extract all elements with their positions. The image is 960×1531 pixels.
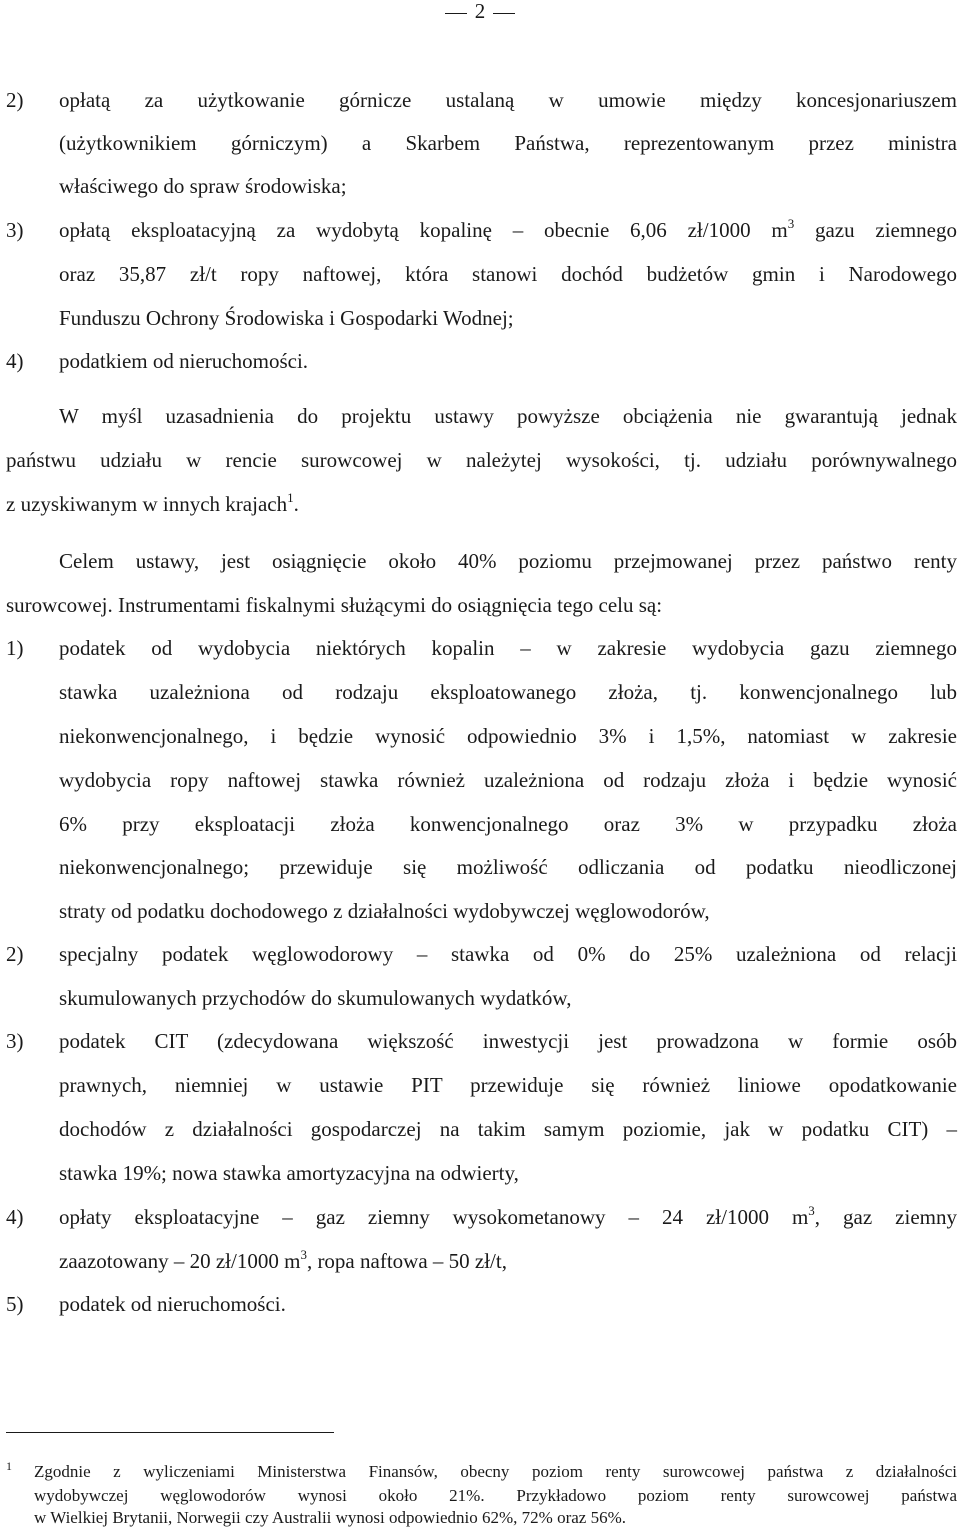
list-text: 6% przy eksploatacji złoża konwencjonalnego oraz 3% w przypadku złoża [59, 812, 957, 836]
list-number: 2) [6, 88, 24, 112]
list-text: dochodów z działalności gospodarczej na takim samym poziomie, jak w podatku CIT) – [59, 1117, 957, 1141]
paragraph-text: Celem ustawy, jest osiągnięcie około 40% poziomu przejmowanej przez państwo renty [59, 549, 957, 573]
list-text: specjalny podatek węglowodorowy – stawka od 0% do 25% uzależniona od relacji [59, 942, 957, 966]
page-number [0, 0, 960, 22]
list-text: podatkiem od nieruchomości. [59, 349, 309, 373]
list-text: opłatą eksploatacyjną za wydobytą kopalinę – obecnie 6,06 zł/1000 $m^3$ gazu ziemnego [59, 216, 958, 242]
list-text: oraz 35,87 zł/t ropy naftowej, która stanowi dochód budżetów gmin i Narodowego [59, 262, 957, 286]
superscript: 3 [808, 1203, 815, 1218]
list-text: wydobycia ropy naftowej stawka również uzależniona od rodzaju złoża i będzie wynosić [59, 768, 957, 792]
paragraph-text: z uzyskiwanym w innych krajach$^1$. [6, 490, 299, 516]
list-text: opłaty eksploatacyjne – gaz ziemny wysokometanowy – 24 zł/1000 $m^3$, gaz ziemny [59, 1203, 957, 1229]
list-text: podatek CIT (zdecydowana większość inwestycji jest prowadzona w formie osób [59, 1029, 957, 1053]
list-number: 1) [6, 636, 24, 660]
list-text: podatek od nieruchomości. [59, 1292, 286, 1316]
list-text: stawka 19%; nowa stawka amortyzacyjna na odwierty, [59, 1161, 519, 1185]
paragraph-text: W myśl uzasadnienia do projektu ustawy powyższe obciążenia nie gwarantują jednak [59, 404, 957, 428]
list-text: opłatą za użytkowanie górnicze ustalaną w umowie między koncesjonariuszem [59, 88, 957, 112]
list-number: 3) [6, 1029, 24, 1053]
list-number: 2) [6, 942, 24, 966]
list-number: 4) [6, 1205, 24, 1229]
superscript: 3 [787, 216, 795, 231]
list-text: (użytkownikiem górniczym) a Skarbem Państwa, reprezentowanym przez ministra [59, 131, 957, 155]
footnote-reference: 1 [287, 490, 294, 505]
list-text: stawka uzależniona od rodzaju eksploatowanego złoża, tj. konwencjonalnego lub [59, 680, 957, 704]
list-text: niekonwencjonalnego; przewiduje się możliwość odliczania od podatku nieodliczonej [59, 855, 957, 879]
list-number: 5) [6, 1292, 24, 1316]
list-text: skumulowanych przychodów do skumulowanych wydatków, [59, 986, 572, 1010]
footnote-text: Zgodnie z wyliczeniami Ministerstwa Finansów, obecny poziom renty surowcowej państwa z działalności [34, 1462, 957, 1481]
list-number: 3) [6, 218, 24, 242]
list-text: prawnych, niemniej w ustawie PIT przewiduje się również liniowe opodatkowanie [59, 1073, 957, 1097]
footnote-separator [6, 1432, 334, 1433]
list-text: straty od podatku dochodowego z działalności wydobywczej węglowodorów, [59, 899, 710, 923]
paragraph-text: surowcowej. Instrumentami fiskalnymi służącymi do osiągnięcia tego celu są: [6, 593, 663, 617]
footnote-mark: 1 [6, 1459, 12, 1473]
paragraph-text: państwu udziału w rencie surowcowej w należytej wysokości, tj. udziału porównywalnego [6, 448, 957, 472]
list-number: 4) [6, 349, 24, 373]
footnote-text: w Wielkiej Brytanii, Norwegii czy Australii wynosi odpowiednio 62%, 72% oraz 56%. [34, 1508, 627, 1527]
list-text: zaazotowany – 20 zł/1000 $m^3$, ropa naftowa – 50 zł/t, [59, 1247, 507, 1273]
superscript: 3 [300, 1247, 307, 1262]
footnote-text: wydobywczej węglowodorów wynosi około 21%. Przykładowo poziom renty surowcowej państwa [34, 1486, 957, 1505]
list-text: Funduszu Ochrony Środowiska i Gospodarki Wodnej; [59, 306, 514, 330]
page-number-dash-right [493, 13, 515, 14]
page-number-text: 2 [474, 0, 486, 23]
list-text: niekonwencjonalnego, i będzie wynosić odpowiednio 3% i 1,5%, natomiast w zakresie [59, 724, 957, 748]
page-number-dash-left [445, 13, 467, 14]
list-text: właściwego do spraw środowiska; [59, 174, 347, 198]
list-text: podatek od wydobycia niektórych kopalin – w zakresie wydobycia gazu ziemnego [59, 636, 957, 660]
